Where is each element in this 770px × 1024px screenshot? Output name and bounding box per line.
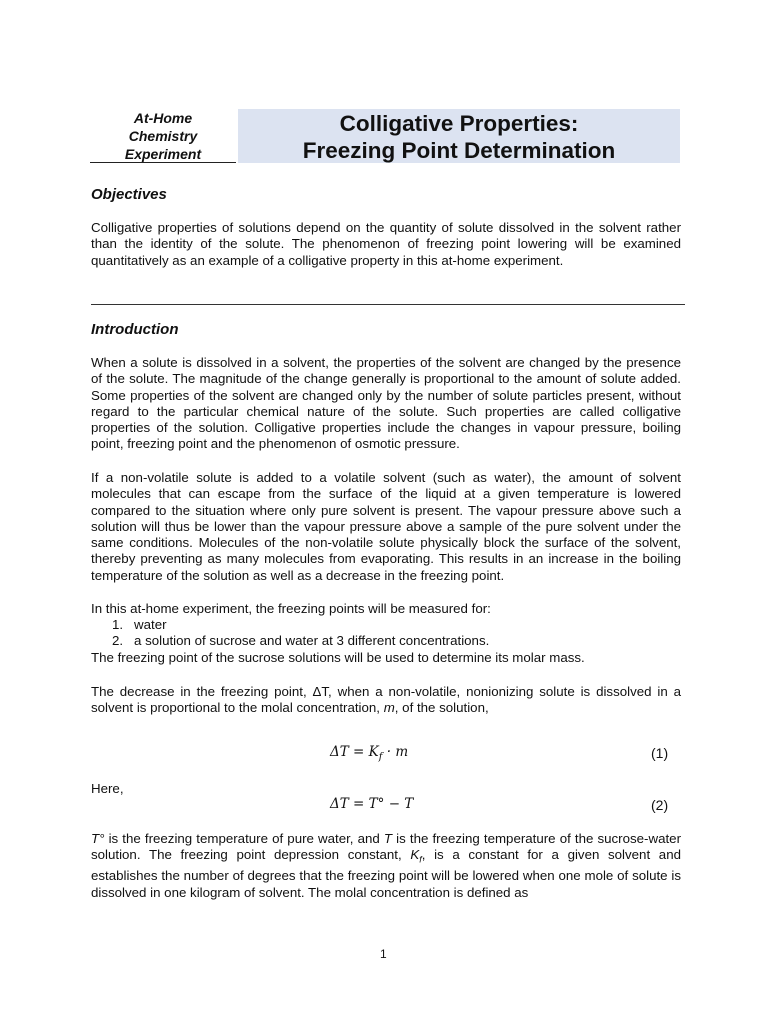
t0-symbol: T° [91,831,105,846]
para6-text-c: , is a constant for a given solvent and establishes the number of degrees that the freezing point will be lowered when one mole of solute is dissolved in one kilogram of solvent. The molal concentration is defined as [91,847,681,900]
section-divider [91,304,685,305]
intro-paragraph-2: If a non-volatile solute is added to a volatile solvent (such as water), the amount of solvent molecules that can escape from the surface of the liquid at a given temperature is lowered compared to the situation where only pure solvent is present. The vapour pressure above such a solution will thus be lower than the vapour pressure above a sample of the pure solvent under the same conditions. Molecules of the non-volatile solute physically block the surface of the solvent, thereby preventing as many molecules from evaporating. This results in an increase in the boiling temperature of the solution as well as a decrease in the freezing point. [91,470,681,583]
equation-1 [330,744,408,763]
molality-symbol: m [383,700,395,716]
header-label-line: Chemistry [128,128,198,144]
list-number: 1. [112,617,124,632]
para6-text-a: is the freezing temperature of pure water, and [104,831,384,846]
here-label: Here, [91,781,124,796]
header-label-line: Experiment [124,146,202,162]
objectives-paragraph: Colligative properties of solutions depend on the quantity of solute dissolved in the solvent rather than the identity of the solute. The phenomenon of freezing point lowering will be examined quantitatively as an example of a colligative property in this at-home experiment. [91,220,681,268]
introduction-heading: Introduction [91,321,179,338]
eq1-k-sub: f [378,751,383,763]
intro-paragraph-4: The freezing point of the sucrose solutions will be used to determine its molar mass. [91,650,585,665]
list-item [112,633,489,649]
kf-sub: f [419,854,422,865]
para5-text-end: , of the solution, [394,700,489,716]
para5-text: The decrease in the freezing point, ΔT, when a non-volatile, nonionizing solute is dissolved in a solvent is proportional to the molal concentration, [91,684,681,716]
equation-2: ΔT = T° − T [330,796,414,812]
title-line: Colligative Properties: [339,111,579,136]
objectives-heading: Objectives [91,186,167,203]
list-text: water [134,617,167,632]
page-number: 1 [380,947,387,961]
header-label-line: At-Home [133,110,193,126]
kf-symbol: K [410,847,420,863]
eq1-lhs: ΔT = [330,744,369,760]
list-item [112,617,167,633]
title-line: Freezing Point Determination [302,138,616,163]
intro-paragraph-1: When a solute is dissolved in a solvent, the properties of the solvent are changed by the presence of the solute. The magnitude of the change generally is proportional to the amount of solute added. Some properties of the solvent are changed only by the number of solute particles present, without regard to the particular chemical nature of the solute. Such properties are called colligative properties of the solution. Colligative properties include the changes in vapour pressure, boiling point, freezing point and the phenomenon of osmotic pressure. [91,355,681,452]
t-symbol: T [383,831,393,846]
header-label [90,109,236,163]
equation-2-number: (2) [651,797,669,813]
eq1-rhs: · m [382,744,409,760]
eq1-k: K [368,744,379,760]
intro-paragraph-3: In this at-home experiment, the freezing points will be measured for: [91,601,491,616]
intro-paragraph-5 [91,684,681,717]
equation-1-number: (1) [651,745,669,761]
para6-text-b: is the freezing temperature of the sucrose-water solution. The freezing point depression constant, [91,831,681,863]
list-number: 2. [112,633,124,648]
document-title [236,109,680,163]
intro-paragraph-6 [91,831,681,901]
list-text: a solution of sucrose and water at 3 different concentrations. [134,633,490,648]
